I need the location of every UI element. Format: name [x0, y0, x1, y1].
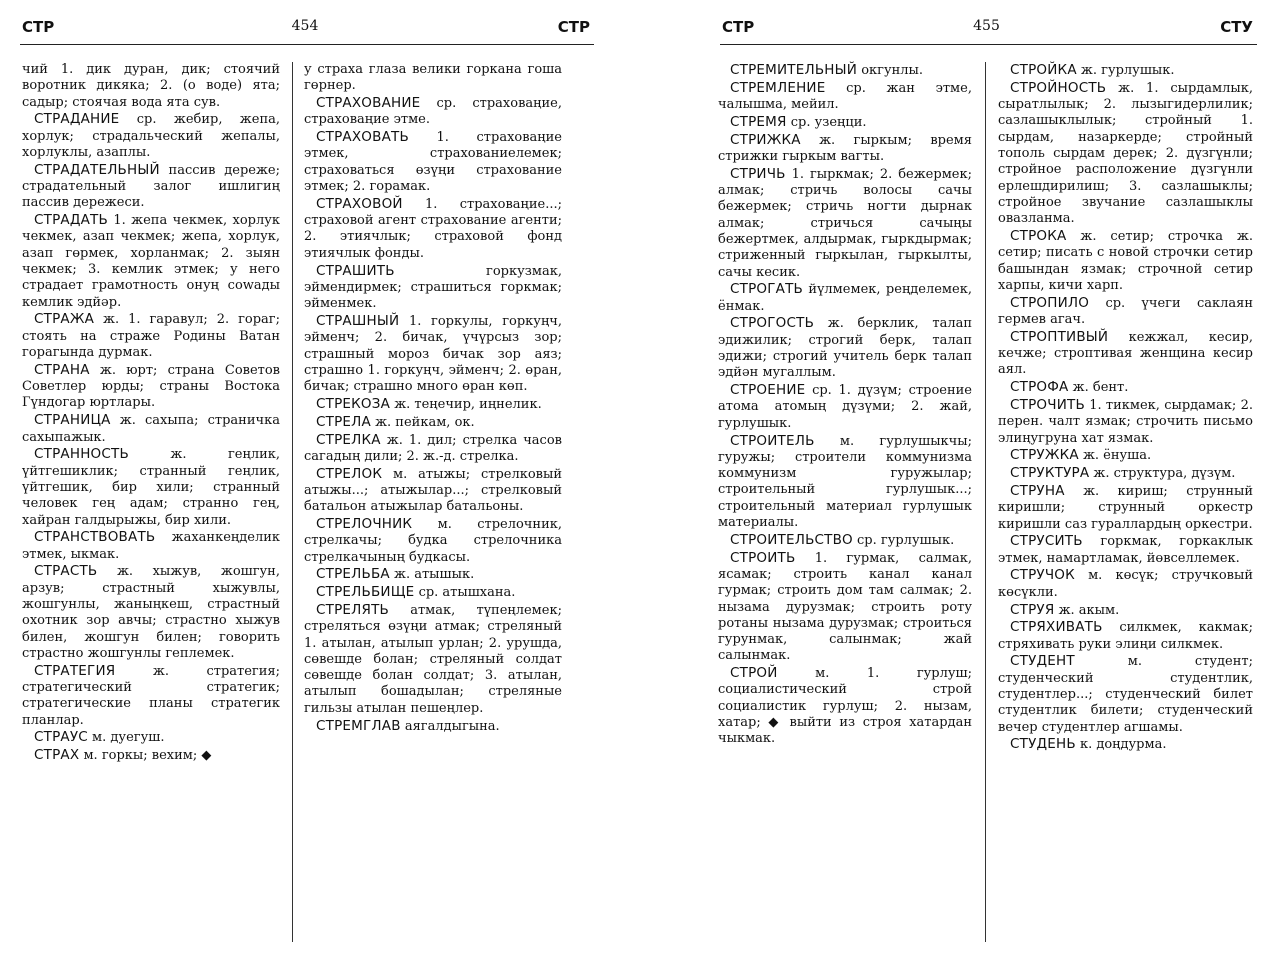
- dictionary-entry: [718, 315, 972, 381]
- left-page: [0, 0, 610, 972]
- headword: СТРАХОВАНИЕ: [316, 95, 421, 112]
- guide-word-right: СТУ: [1220, 18, 1253, 36]
- headword: СТРАХОВАТЬ: [316, 129, 409, 146]
- definition: ж. ёнуша.: [1082, 448, 1152, 464]
- definition: аягалдыгына.: [404, 718, 500, 734]
- definition: ж. 1. дил; стрелка часов сагадың дили; 2. ж.-д. стрелка.: [304, 432, 562, 464]
- dictionary-entry: [718, 114, 972, 131]
- dictionary-entry: [22, 563, 280, 662]
- definition: ж. кириш; струнный киришли; струнный оркестр киришли саз гураллардың оркестри.: [998, 483, 1253, 532]
- definition: ср. жебир, жепа, хорлук; страдальческий жепалы, хорлуклы, азаплы.: [22, 112, 281, 160]
- dictionary-entry: [304, 129, 562, 195]
- dictionary-entry: [998, 447, 1253, 464]
- headword: СТРУНА: [1010, 482, 1065, 499]
- dictionary-entry: [998, 62, 1253, 79]
- headword: СТРАННОСТЬ: [34, 446, 129, 463]
- dictionary-entry: [304, 196, 562, 262]
- definition: ж. сетир; строчка ж. сетир; писать с новой строчки сетир башындан язмак; строчной сетир харпы, кичи харп.: [998, 228, 1253, 293]
- definition: 1. страховаңие...; страховой агент страхование агенти; 2. этиячлык; страховой фонд этиячлык фонды.: [304, 196, 562, 261]
- header-rule: [720, 44, 1257, 45]
- dictionary-column: [998, 62, 1253, 754]
- dictionary-entry: [304, 566, 562, 583]
- headword: СТРУЧОК: [1010, 567, 1075, 584]
- guide-word-left: СТР: [22, 18, 55, 36]
- dictionary-entry: [718, 665, 972, 747]
- headword: СТРОИТЬ: [730, 549, 796, 566]
- headword: СТРОПТИВЫЙ: [1010, 328, 1109, 345]
- definition: м. атыжы; стрелковый атыжы...; атыжылар...; стрелковый батальон атыжылар батальоны.: [304, 466, 563, 515]
- definition: м. гурлушыкчы; гуружы; строители коммунизма коммунизм гуружылар; строительный гурлушык...; строительный материал гурлушык материалы.: [718, 433, 972, 531]
- headword: СТРАДАТЕЛЬНЫЙ: [34, 161, 160, 178]
- dictionary-entry: [998, 619, 1253, 653]
- dictionary-entry: [998, 567, 1253, 601]
- headword: СТРАХОВОЙ: [316, 195, 403, 212]
- definition: ср. узеңци.: [790, 114, 867, 130]
- headword: СТРОПИЛО: [1010, 294, 1090, 311]
- headword: СТРИЧЬ: [730, 165, 786, 182]
- dictionary-entry: [998, 653, 1253, 735]
- definition: атмак, түпеңлемек; стреляться өзүңи атмак; стреляный 1. атылан, атылып урлан; 2. урушда, сөвешде болан; стреляный солдат сөвешде болан солдат; 3. атылан, атылып бошадылан; стреляные гильзы атылан пешеңлер.: [304, 603, 562, 716]
- headword: СТРЕМГЛАВ: [316, 717, 401, 734]
- definition: ж. гыркым; время стрижки гыркым вагты.: [718, 132, 972, 164]
- headword: СТРЕЛОЧНИК: [316, 516, 413, 533]
- definition: ж. акым.: [1058, 602, 1120, 618]
- headword: СТРЕЛЬБИЩЕ: [316, 584, 415, 601]
- headword: СТУДЕНТ: [1010, 653, 1075, 670]
- page-number: 455: [973, 18, 1000, 34]
- headword: СТРАШНЫЙ: [316, 312, 400, 329]
- definition: окгунлы.: [861, 63, 924, 78]
- definition: силкмек, какмак; стряхивать руки элиңи силкмек.: [998, 620, 1253, 652]
- dictionary-entry: [304, 432, 562, 466]
- definition: ср. жан этме, чалышма, мейил.: [718, 80, 972, 113]
- definition: м. стрелочник, стрелкачы; будка стрелочника стрелкачының будкасы.: [304, 517, 562, 565]
- definition: ж. хыжув, жошгун, арзув; страстный хыжувлы, жошгунлы, жаныңкеш, страстный охотник зор авчы; страстно хыжув билен, жошгун билен; говорить страстно жошгунлы геплемек.: [22, 564, 280, 661]
- dictionary-entry: [22, 663, 280, 729]
- definition: ср. гурлушык.: [857, 532, 955, 548]
- definition: у страха глаза велики горкана гоша гөрнер.: [304, 62, 562, 94]
- definition: пассив дережe; страдательный залог ишлигиң пассив дережеси.: [22, 162, 280, 211]
- headword: СТРОЙНОСТЬ: [1010, 79, 1107, 96]
- dictionary-entry: [22, 311, 280, 361]
- headword: СТРАШИТЬ: [316, 262, 395, 279]
- headword: СТРАХ: [34, 747, 80, 764]
- dictionary-entry: [22, 412, 280, 446]
- headword: СТРАНА: [34, 361, 90, 378]
- dictionary-entry: [718, 550, 972, 665]
- dictionary-entry: [22, 362, 280, 412]
- headword: СТУДЕНЬ: [1010, 736, 1076, 753]
- definition: ж. стратегия; стратегический стратегик; стратегические планы стратегик планлар.: [22, 663, 280, 728]
- definition: м. 1. гурлуш; социалистический строй социалистик гурлуш; 2. нызам, хатар; ◆ выйти из строя хатардан чыкмак.: [718, 666, 972, 747]
- definition: ж. геңлик, үйтгешиклик; странный геңлик, үйтгешик, бир хили; странный человек гең адам; странно гең, хайран галдырыжы, бир хили.: [22, 447, 280, 528]
- dictionary-entry: [22, 747, 280, 764]
- dictionary-entry: [998, 736, 1253, 753]
- dictionary-entry: [998, 329, 1253, 379]
- headword: СТРЕЛА: [316, 413, 371, 430]
- definition: ж. атышык.: [394, 567, 475, 583]
- dictionary-entry: [718, 382, 972, 432]
- definition: ср. страховаңие, страховаңие этме.: [304, 96, 562, 128]
- dictionary-entry: [22, 111, 280, 161]
- dictionary-entry: [998, 483, 1253, 533]
- headword: СТРЕМЯ: [730, 113, 787, 130]
- dictionary-entry: [304, 263, 562, 313]
- dictionary-entry: [718, 433, 972, 532]
- definition: ср. 1. дүзүм; строение атома атомың дүзүми; 2. жай, гурлушык.: [718, 383, 972, 431]
- dictionary-entry: [304, 466, 562, 516]
- headword: СТРЕЛЬБА: [316, 566, 390, 583]
- dictionary-entry: [22, 446, 280, 528]
- definition: кежжал, кесир, кечже; строптивая женщина кесир аял.: [998, 329, 1253, 378]
- dictionary-entry: [998, 602, 1253, 619]
- headword: СТРУЯ: [1010, 601, 1055, 618]
- definition: 1. гыркмак; 2. бежермек; алмак; стричь волосы сачы бежермек; стричь ногти дырнак алмак; стричься сачыңы бежертмек, алдырмак, гыркдырмак; стриженный гыркылан, гыркылты, сачы кесик.: [718, 166, 972, 280]
- right-page: [700, 0, 1273, 972]
- definition: ж. берклик, талап эдижилик; строгий берк, талап эдижи; строгий учитель берк талап эдйән мугаллым.: [718, 316, 972, 381]
- headword: СТРАУС: [34, 729, 88, 746]
- headword: СТРЕМЛЕНИЕ: [730, 79, 826, 96]
- definition: ср. атышхана.: [418, 585, 516, 601]
- dictionary-column: [304, 62, 562, 735]
- dictionary-entry: [998, 465, 1253, 482]
- headword: СТРУЖКА: [1010, 447, 1079, 464]
- dictionary-entry: [998, 397, 1253, 447]
- headword: СТРОЕНИЕ: [730, 382, 806, 399]
- definition: ж. гурлушык.: [1080, 63, 1175, 78]
- definition: горкмак, горкаклык этмек, намартламак, йөвселлемек.: [998, 534, 1253, 566]
- dictionary-entry: [22, 62, 280, 111]
- dictionary-entry: [22, 529, 280, 563]
- headword: СТРАТЕГИЯ: [34, 662, 116, 679]
- headword: СТРАНИЦА: [34, 412, 111, 429]
- definition: 1. страховаңие этмек, страхованиелемек; страховаться өзүңи страхование этмек; 2. горамак.: [304, 130, 562, 195]
- headword: СТРАНСТВОВАТЬ: [34, 529, 156, 546]
- definition: ж. юрт; страна Советов Советлер юрды; страны Востока Гүндогар юртлары.: [22, 362, 280, 411]
- dictionary-entry: [718, 62, 972, 79]
- dictionary-entry: [22, 162, 280, 212]
- definition: 1. гурмак, салмак, ясамак; строить канал канал гурмак; строить дом там салмак; 2. нызама дурузмак; строить роту ротаны нызама дурузмак; строиться гурунмак, салынмак; жай салынмак.: [718, 550, 972, 664]
- dictionary-column: [718, 62, 972, 748]
- headword: СТРЕМИТЕЛЬНЫЙ: [730, 62, 858, 78]
- headword: СТРЕЛКА: [316, 431, 381, 448]
- page-number: 454: [291, 18, 319, 34]
- definition: ж. теңечир, иңнелик.: [394, 396, 542, 412]
- dictionary-entry: [718, 532, 972, 549]
- headword: СТРЯХИВАТЬ: [1010, 619, 1103, 636]
- definition: жаханкеңделик этмек, ыкмак.: [22, 530, 280, 562]
- headword: СТРОГОСТЬ: [730, 315, 815, 332]
- definition: ср. үчеги саклаян гермев агач.: [998, 295, 1254, 327]
- dictionary-entry: [304, 584, 562, 601]
- dictionary-entry: [304, 718, 562, 735]
- dictionary-entry: [998, 533, 1253, 567]
- headword: СТРЕЛЯТЬ: [316, 602, 389, 618]
- headword: СТРОФА: [1010, 379, 1069, 396]
- headword: СТРОЧИТЬ: [1010, 396, 1085, 413]
- definition: к. доңдурма.: [1079, 737, 1167, 753]
- column-divider: [292, 62, 293, 942]
- headword: СТРАЖА: [34, 311, 95, 328]
- headword: СТРАДАНИЕ: [34, 111, 120, 128]
- dictionary-entry: [718, 166, 972, 281]
- running-head: [700, 14, 1273, 40]
- headword: СТРОКА: [1010, 227, 1067, 244]
- guide-word-right: СТР: [557, 18, 590, 36]
- definition: 1. горкулы, горкуңч, эйменч; 2. бичак, үчүрсыз зор; страшный мороз бичак зор аяз; страшно 1. горкуңч, эйменч; 2. өран, бичак; страшно много өран көп.: [304, 313, 563, 395]
- dictionary-entry: [998, 295, 1253, 329]
- definition: ж. 1. сырдамлык, сыратлылык; 2. лызыгидерлилик; сазлашыклылык; стройный 1. сырдам, назаркерде; стройный тополь сырдам дерек; 2. дүзгүнли; стройное расположение дүзгүнли ерлешдирилиш; 3. сазлашыклы; стройное звучание сазлашыклы овазланма.: [998, 80, 1253, 227]
- dictionary-entry: [304, 602, 562, 717]
- dictionary-entry: [304, 396, 562, 413]
- dictionary-entry: [304, 95, 562, 129]
- dictionary-column: [22, 62, 280, 765]
- headword: СТРИЖКА: [730, 131, 801, 148]
- dictionary-entry: [304, 62, 562, 95]
- guide-word-left: СТР: [722, 18, 755, 36]
- dictionary-entry: [718, 80, 972, 114]
- headword: СТРЕЛОК: [316, 465, 383, 482]
- dictionary-entry: [304, 313, 562, 395]
- column-divider: [985, 62, 986, 942]
- dictionary-entry: [304, 414, 562, 431]
- dictionary-entry: [998, 228, 1253, 294]
- definition: 1. тикмек, сырдамак; 2. перен. чалт язмак; строчить письмо элиңугруна хат язмак.: [998, 397, 1253, 446]
- definition: йүлмемек, рeңделемек, ёнмак.: [718, 282, 972, 314]
- headword: СТРУСИТЬ: [1010, 533, 1083, 550]
- definition: ж. бент.: [1072, 380, 1129, 396]
- dictionary-entry: [304, 516, 562, 566]
- definition: ж. сахыпа; страничка сахыпажык.: [22, 413, 280, 445]
- definition: ж. 1. гаравул; 2. гораг; стоять на страже Родины Ватан горагында дурмак.: [22, 312, 280, 361]
- definition: 1. жепа чекмек, хорлук чекмек, азап чекмек; жепа, хорлук, азап гөрмек, хорланмак; 2. зыян чекмек; 3. кемлик этмек; у него страдает грамотность онуң сowады кемлик эдйәр.: [22, 213, 280, 310]
- headword: СТРОЙ: [730, 665, 778, 682]
- definition: чий 1. дик дуран, дик; стоячий воротник дикяка; 2. (о воде) ята; садыр; стоячая вода ята сув.: [22, 62, 280, 110]
- headword: СТРОИТЕЛЬ: [730, 432, 815, 449]
- headword: СТРУКТУРА: [1010, 465, 1090, 482]
- definition: горкузмак, эймендирмек; страшиться горкмак; эйменмек.: [304, 263, 562, 312]
- dictionary-entry: [22, 729, 280, 746]
- dictionary-entry: [718, 132, 972, 166]
- dictionary-entry: [22, 212, 280, 311]
- headword: СТРОИТЕЛЬСТВО: [730, 531, 853, 548]
- definition: м. дуегуш.: [92, 730, 165, 746]
- definition: м. көсүк; стручковый көсүкли.: [998, 568, 1253, 600]
- running-head: [0, 14, 610, 40]
- definition: ж. пейкам, ок.: [375, 414, 475, 430]
- dictionary-entry: [718, 281, 972, 315]
- dictionary-entry: [998, 379, 1253, 396]
- headword: СТРАДАТЬ: [34, 212, 108, 229]
- definition: м. студент; студенческий студентлик, студентлер...; студенческий билет студентлик билети; студенческий вечер студентлер агшамы.: [998, 654, 1253, 735]
- header-rule: [20, 44, 594, 45]
- definition: ж. структура, дүзүм.: [1093, 466, 1236, 482]
- definition: м. горкы; вехим; ◆: [83, 748, 212, 764]
- headword: СТРАСТЬ: [34, 563, 98, 580]
- headword: СТРЕКОЗА: [316, 395, 391, 412]
- headword: СТРОГАТЬ: [730, 281, 804, 298]
- dictionary-entry: [998, 80, 1253, 228]
- headword: СТРОЙКА: [1010, 62, 1077, 78]
